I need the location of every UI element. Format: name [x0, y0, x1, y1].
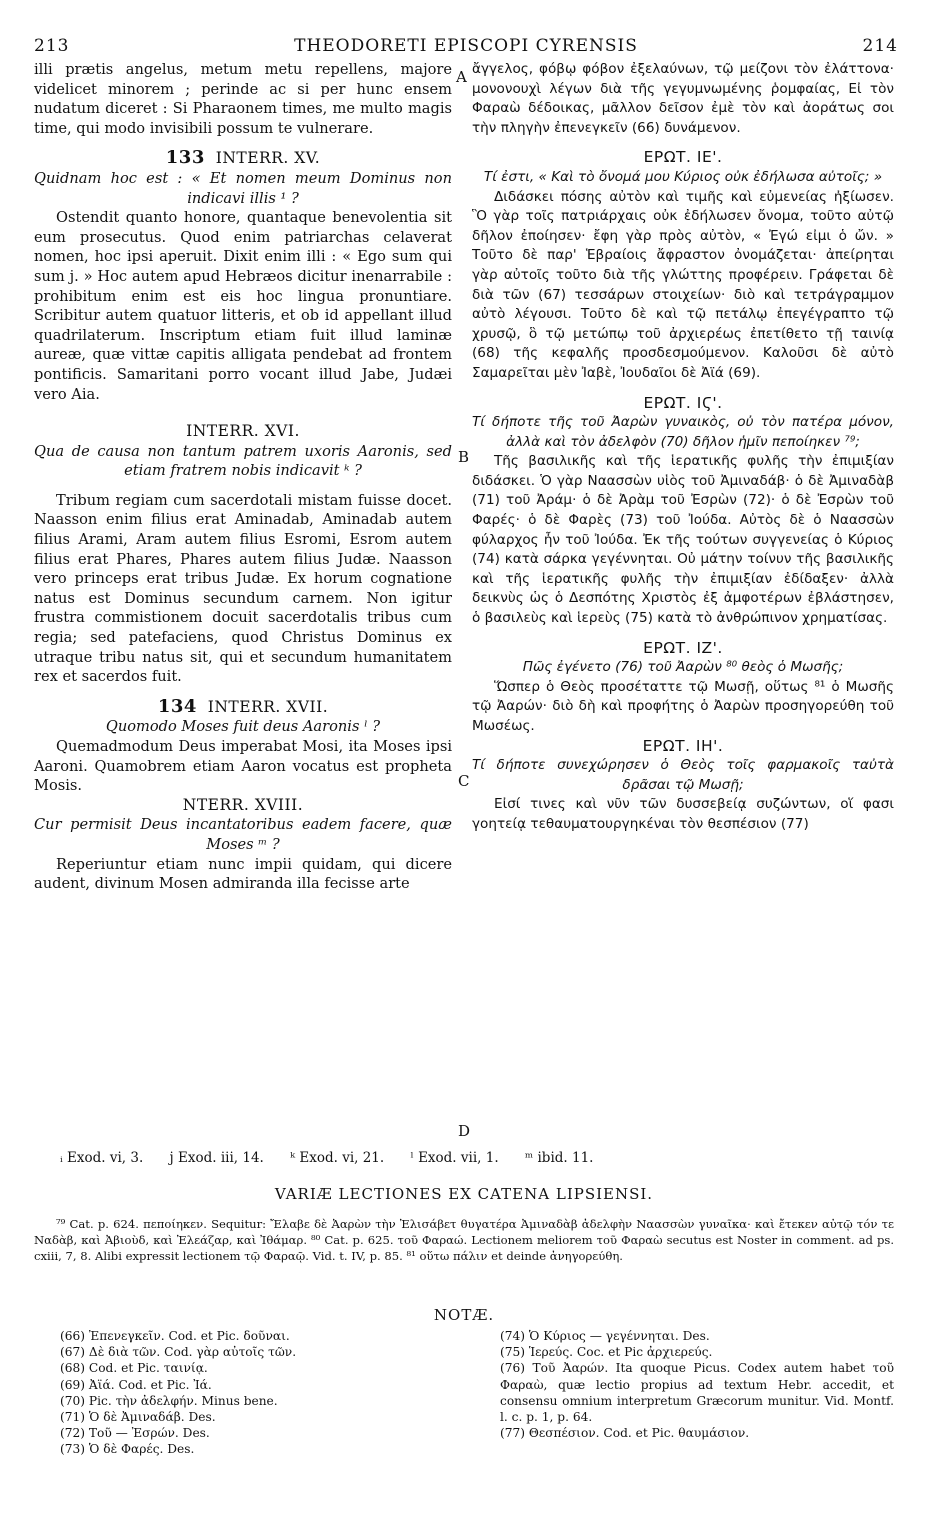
greek-question-15: Τί ἐστι, « Καὶ τὸ ὄνομά μου Κύριος οὐκ ἐδήλωσα αὐτοῖς; »	[483, 168, 883, 185]
latin-paragraph-continued: illi prætis angelus, metum metu repellens, majore videlicet minorem ; perinde ac si per hunc ensem nudatum diceret : Si Pharaonem times, me multo magis time, qui modo invisibili possum te vulnerare.	[34, 61, 452, 137]
latin-heading-xvii-text: INTERR. XVII.	[207, 697, 329, 716]
section-number-133: 133	[165, 147, 205, 169]
note-item: (77) Θεσπέσιον. Cod. et Pic. θαυμάσιον.	[500, 1426, 750, 1441]
latin-heading-xvi: INTERR. XVI.	[186, 422, 300, 441]
latin-answer-xvii: Quemadmodum Deus imperabat Mosi, ita Moses ipsi Aaroni. Quamobrem etiam Aaron vocatus est propheta Mosis.	[34, 738, 452, 795]
footnote: ᵢ Exod. vi, 3.	[60, 1150, 144, 1166]
footnote: ᵏ Exod. vi, 21.	[290, 1150, 385, 1166]
greek-question-17: Πῶς ἐγένετο (76) τοῦ Ἀαρὼν ⁸⁰ θεὸς ὁ Μωσῆς;	[522, 659, 844, 676]
greek-paragraph-continued: ἄγγελος, φόβῳ φόβον ἐξελαύνων, τῷ μείζονι τὸν ἐλάττονα· μονονουχὶ λέγων διὰ τῆς γεγυμνωμένης ῥομφαίας, Εἰ τὸν Φαραὼ δέδοικας, μᾶλλον δεῖσον ἐμὲ τὸν καὶ ἀοράτως σοι τὴν πληγὴν ἐπενεγκεῖν (66) δυνάμενον.	[472, 61, 894, 136]
greek-heading-16: ΕΡΩΤ. ΙϚ'.	[643, 393, 723, 412]
greek-heading-15: ΕΡΩΤ. ΙΕ'.	[643, 148, 723, 167]
footnote: j Exod. iii, 14.	[169, 1150, 264, 1166]
margin-marker-b: B	[458, 448, 470, 466]
note-item: (69) Ἀϊά. Cod. et Pic. Ἰά.	[60, 1377, 212, 1392]
latin-question-xvii: Quomodo Moses fuit deus Aaronis ˡ ?	[105, 718, 381, 736]
notae-heading: NOTÆ.	[433, 1306, 495, 1324]
greek-answer-17: Ὥσπερ ὁ Θεὸς προσέταττε τῷ Μωσῇ, οὕτως ⁸¹ ὁ Μωσῆς τῷ Ἀαρών· διὸ δὴ καὶ προφήτης ὁ Ἀαρὼν προσηγορεύθη τοῦ Μωσέως.	[472, 678, 894, 734]
latin-heading-xvii	[34, 697, 452, 718]
note-item: (72) Τοῦ — Ἐσρών. Des.	[60, 1426, 210, 1441]
note-item: (70) Pic. τὴν ἀδελφήν. Minus bene.	[60, 1393, 278, 1408]
note-item: (66) Ἐπενεγκεῖν. Cod. et Pic. δοῦναι.	[60, 1329, 290, 1343]
variae-heading: VARIÆ LECTIONES EX CATENA LIPSIENSI.	[274, 1185, 654, 1203]
greek-answer-18: Εἰσί τινες καὶ νῦν τῶν δυσσεβείᾳ συζώντων, οἵ φασι γοητείᾳ τεθαυματουργηκέναι τὸν θεσπέσιον (77)	[472, 796, 894, 832]
latin-question-xvi: Qua de causa non tantum patrem uxoris Aaronis, sed etiam fratrem nobis indicavit ᵏ ?	[34, 442, 452, 480]
margin-marker-c: C	[458, 772, 470, 790]
note-item: (74) Ὁ Κύριος — γεγέννηται. Des.	[500, 1329, 710, 1343]
notae-left-column	[60, 1328, 460, 1458]
note-item: (67) Δὲ διὰ τῶν. Cod. γὰρ αὐτοῖς τῶν.	[60, 1345, 297, 1360]
note-item: (68) Cod. et Pic. ταινίᾳ.	[60, 1361, 208, 1376]
page-number-left: 213	[34, 36, 70, 56]
latin-heading-xviii: NTERR. XVIII.	[182, 795, 304, 814]
latin-question-xviii: Cur permisit Deus incantatoribus eadem facere, quæ Moses ᵐ ?	[34, 816, 452, 853]
running-header	[34, 36, 898, 58]
section-number-134: 134	[157, 695, 197, 717]
greek-heading-17: ΕΡΩΤ. ΙΖ'.	[643, 638, 723, 657]
note-item: (71) Ὁ δὲ Ἀμιναδάβ. Des.	[60, 1410, 216, 1425]
latin-heading-xv-text: INTERR. XV.	[215, 149, 321, 168]
variae-text: ⁷⁹ Cat. p. 624. πεποίηκεν. Sequitur: Ἔλαβε δὲ Ἀαρὼν τὴν Ἐλισάβετ θυγατέρα Ἀμιναδὰβ ἀδελφὴν Ναασσὼν γυναῖκα· καὶ ἔτεκεν αὐτῷ τόν τε Ναδὰβ, καὶ Ἀβιοὺδ, καὶ Ἐλεάζαρ, καὶ Ἰθάμαρ. ⁸⁰ Cat. p. 625. τοῦ Φαραώ. Lectionem meliorem τοῦ Φαραὼ secutus est Noster in comment. ad ps. cxiii, 7, 8. Alibi expressit lectionem τῷ Φαραῷ. Vid. t. IV, p. 85. ⁸¹ οὕτω πάλιν et deinde ἀνηγορεύθη.	[34, 1217, 894, 1263]
page-number-right: 214	[862, 36, 898, 56]
greek-column	[472, 60, 894, 835]
latin-answer-xv: Ostendit quanto honore, quantaque benevolentia sit eum prosecutus. Quod enim patriarchas celaverat nomen, hoc ipsi aperuit. Dixit enim illi : « Ego sum qui sum j. » Hoc autem apud Hebræos dicitur inenarrabile : prohibitum enim est eis hoc lingua pronuntiare. Scribitur autem quatuor litteris, et ob id appellant illud quadrilaterum. Inscriptum etiam fuit illud laminæ aureæ, quæ vittæ capitis alligata pendebat ad frontem pontificis. Samaritani porro vocant illud Jabe, Judæi vero Aia.	[34, 209, 452, 403]
note-item: (73) Ὁ δὲ Φαρές. Des.	[60, 1442, 195, 1457]
running-title: THEODORETI EPISCOPI CYRENSIS	[294, 36, 638, 56]
notae-right-column	[500, 1328, 894, 1441]
note-item: (76) Τοῦ Ἀαρών. Ita quoque Picus. Codex autem habet τοῦ Φαραὼ, quæ lectio propius ad textum Hebr. accedit, et consensu omnium interpretum Græcorum munitur. Vid. Montf. l. c. p. 1, p. 64.	[500, 1361, 894, 1425]
greek-answer-15: Διδάσκει πόσης αὐτὸν καὶ τιμῆς καὶ εὐμενείας ἠξίωσεν. Ὃ γὰρ τοῖς πατριάρχαις οὐκ ἐδήλωσεν ὄνομα, τοῦτο αὐτῷ δῆλον ἐποίησεν· ἔφη γὰρ πρὸς αὐτὸν, « Ἐγώ εἰμι ὁ ὤν. » Τοῦτο δὲ παρ' Ἑβραίοις ἄφραστον ὀνομάζεται· ἀπείρηται γὰρ αὐτοῖς τοῦτο διὰ τῆς γλώττης προφέρειν. Γράφεται δὲ διὰ τῶν (67) τεσσάρων στοιχείων· διὸ καὶ τετράγραμμον αὐτὸ λέγουσι. Τοῦτο δὲ καὶ τῷ πετάλῳ ἐπεγέγραπτο τῷ χρυσῷ, ὃ τῷ μετώπῳ τοῦ ἀρχιερέως ἐπετίθετο τῇ ταινίᾳ (68) τῆς κεφαλῆς προσδεσμούμενον. Καλοῦσι δὲ αὐτὸ Σαμαρεῖται μὲν Ἰαβὲ, Ἰουδαῖοι δὲ Ἀϊά (69).	[472, 188, 894, 381]
greek-heading-18: ΕΡΩΤ. ΙΗ'.	[642, 736, 724, 755]
latin-answer-xviii: Reperiuntur etiam nunc impii quidam, qui dicere audent, divinum Mosen admiranda illa fecisse arte	[34, 855, 452, 893]
latin-column	[34, 60, 452, 894]
greek-answer-16: Τῆς βασιλικῆς καὶ τῆς ἱερατικῆς φυλῆς τὴν ἐπιμιξίαν διδάσκει. Ὁ γὰρ Ναασσὼν υἱὸς τοῦ Ἀμιναδάβ· ὁ δὲ Ἀμιναδὰβ (71) τοῦ Ἀράμ· ὁ δὲ Ἀρὰμ τοῦ Ἐσρὼν (72)· ὁ δὲ Ἐσρὼν τοῦ Φαρές· ὁ δὲ Φαρὲς (73) τοῦ Ἰούδα. Αὐτὸς δὲ ὁ Ναασσὼν φύλαρχος ἦν τοῦ Ἰούδα. Ἐκ τῆς τούτων συγγενείας ὁ Κύριος (74) κατὰ σάρκα γεγέννηται. Οὐ μάτην τοίνυν τῆς βασιλικῆς καὶ τῆς ἱερατικῆς φυλῆς τὴν ἐπιμιξίαν ἐδίδαξεν· ἀλλὰ δεικνὺς ὡς ὁ Δεσπότης Χριστὸς ἐξ ἀμφοτέρων ἐβλάστησεν, ὁ βασιλεὺς καὶ ἱερεὺς (75) κατὰ τὸ ἀνθρώπινον χρηματίσας.	[472, 453, 894, 627]
latin-heading-xv	[34, 148, 452, 169]
margin-marker-a: A	[456, 68, 467, 86]
latin-answer-xvi: Tribum regiam cum sacerdotali mistam fuisse docet. Naasson enim filius erat Aminadab, Aminadab autem filius Arami, Aram autem filius Esromi, Esrom autem filius erat Phares, Phares autem filius Judæ. Naasson vero princeps erat tribus Judæ. Ex horum cognatione natus est Dominus secundum carnem. Non igitur frustra commistionem docuit sacerdotalis tribus cum regia; sed patefaciens, quod Christus Dominus ex utraque tribu natus sit, qui et secundum humanitatem rex et sacerdos fuit.	[34, 491, 452, 686]
latin-question-xv: Quidnam hoc est : « Et nomen meum Dominus non indicavi illis ¹ ?	[34, 169, 452, 207]
footnote: ˡ Exod. vii, 1.	[410, 1150, 499, 1166]
scripture-footnotes	[60, 1150, 778, 1166]
margin-marker-d: D	[458, 1122, 471, 1140]
greek-question-16: Τί δήποτε τῆς τοῦ Ἀαρὼν γυναικὸς, οὐ τὸν πατέρα μόνον, ἀλλὰ καὶ τὸν ἀδελφὸν (70) δῆλον ἡμῖν πεποίηκεν ⁷⁹;	[472, 414, 894, 450]
greek-question-18: Τί δήποτε συνεχώρησεν ὁ Θεὸς τοῖς φαρμακοῖς ταὐτὰ δρᾶσαι τῷ Μωσῇ;	[472, 757, 894, 793]
note-item: (75) Ἱερεύς. Coc. et Pic ἀρχιερεύς.	[500, 1345, 713, 1360]
footnote: ᵐ ibid. 11.	[524, 1150, 594, 1166]
